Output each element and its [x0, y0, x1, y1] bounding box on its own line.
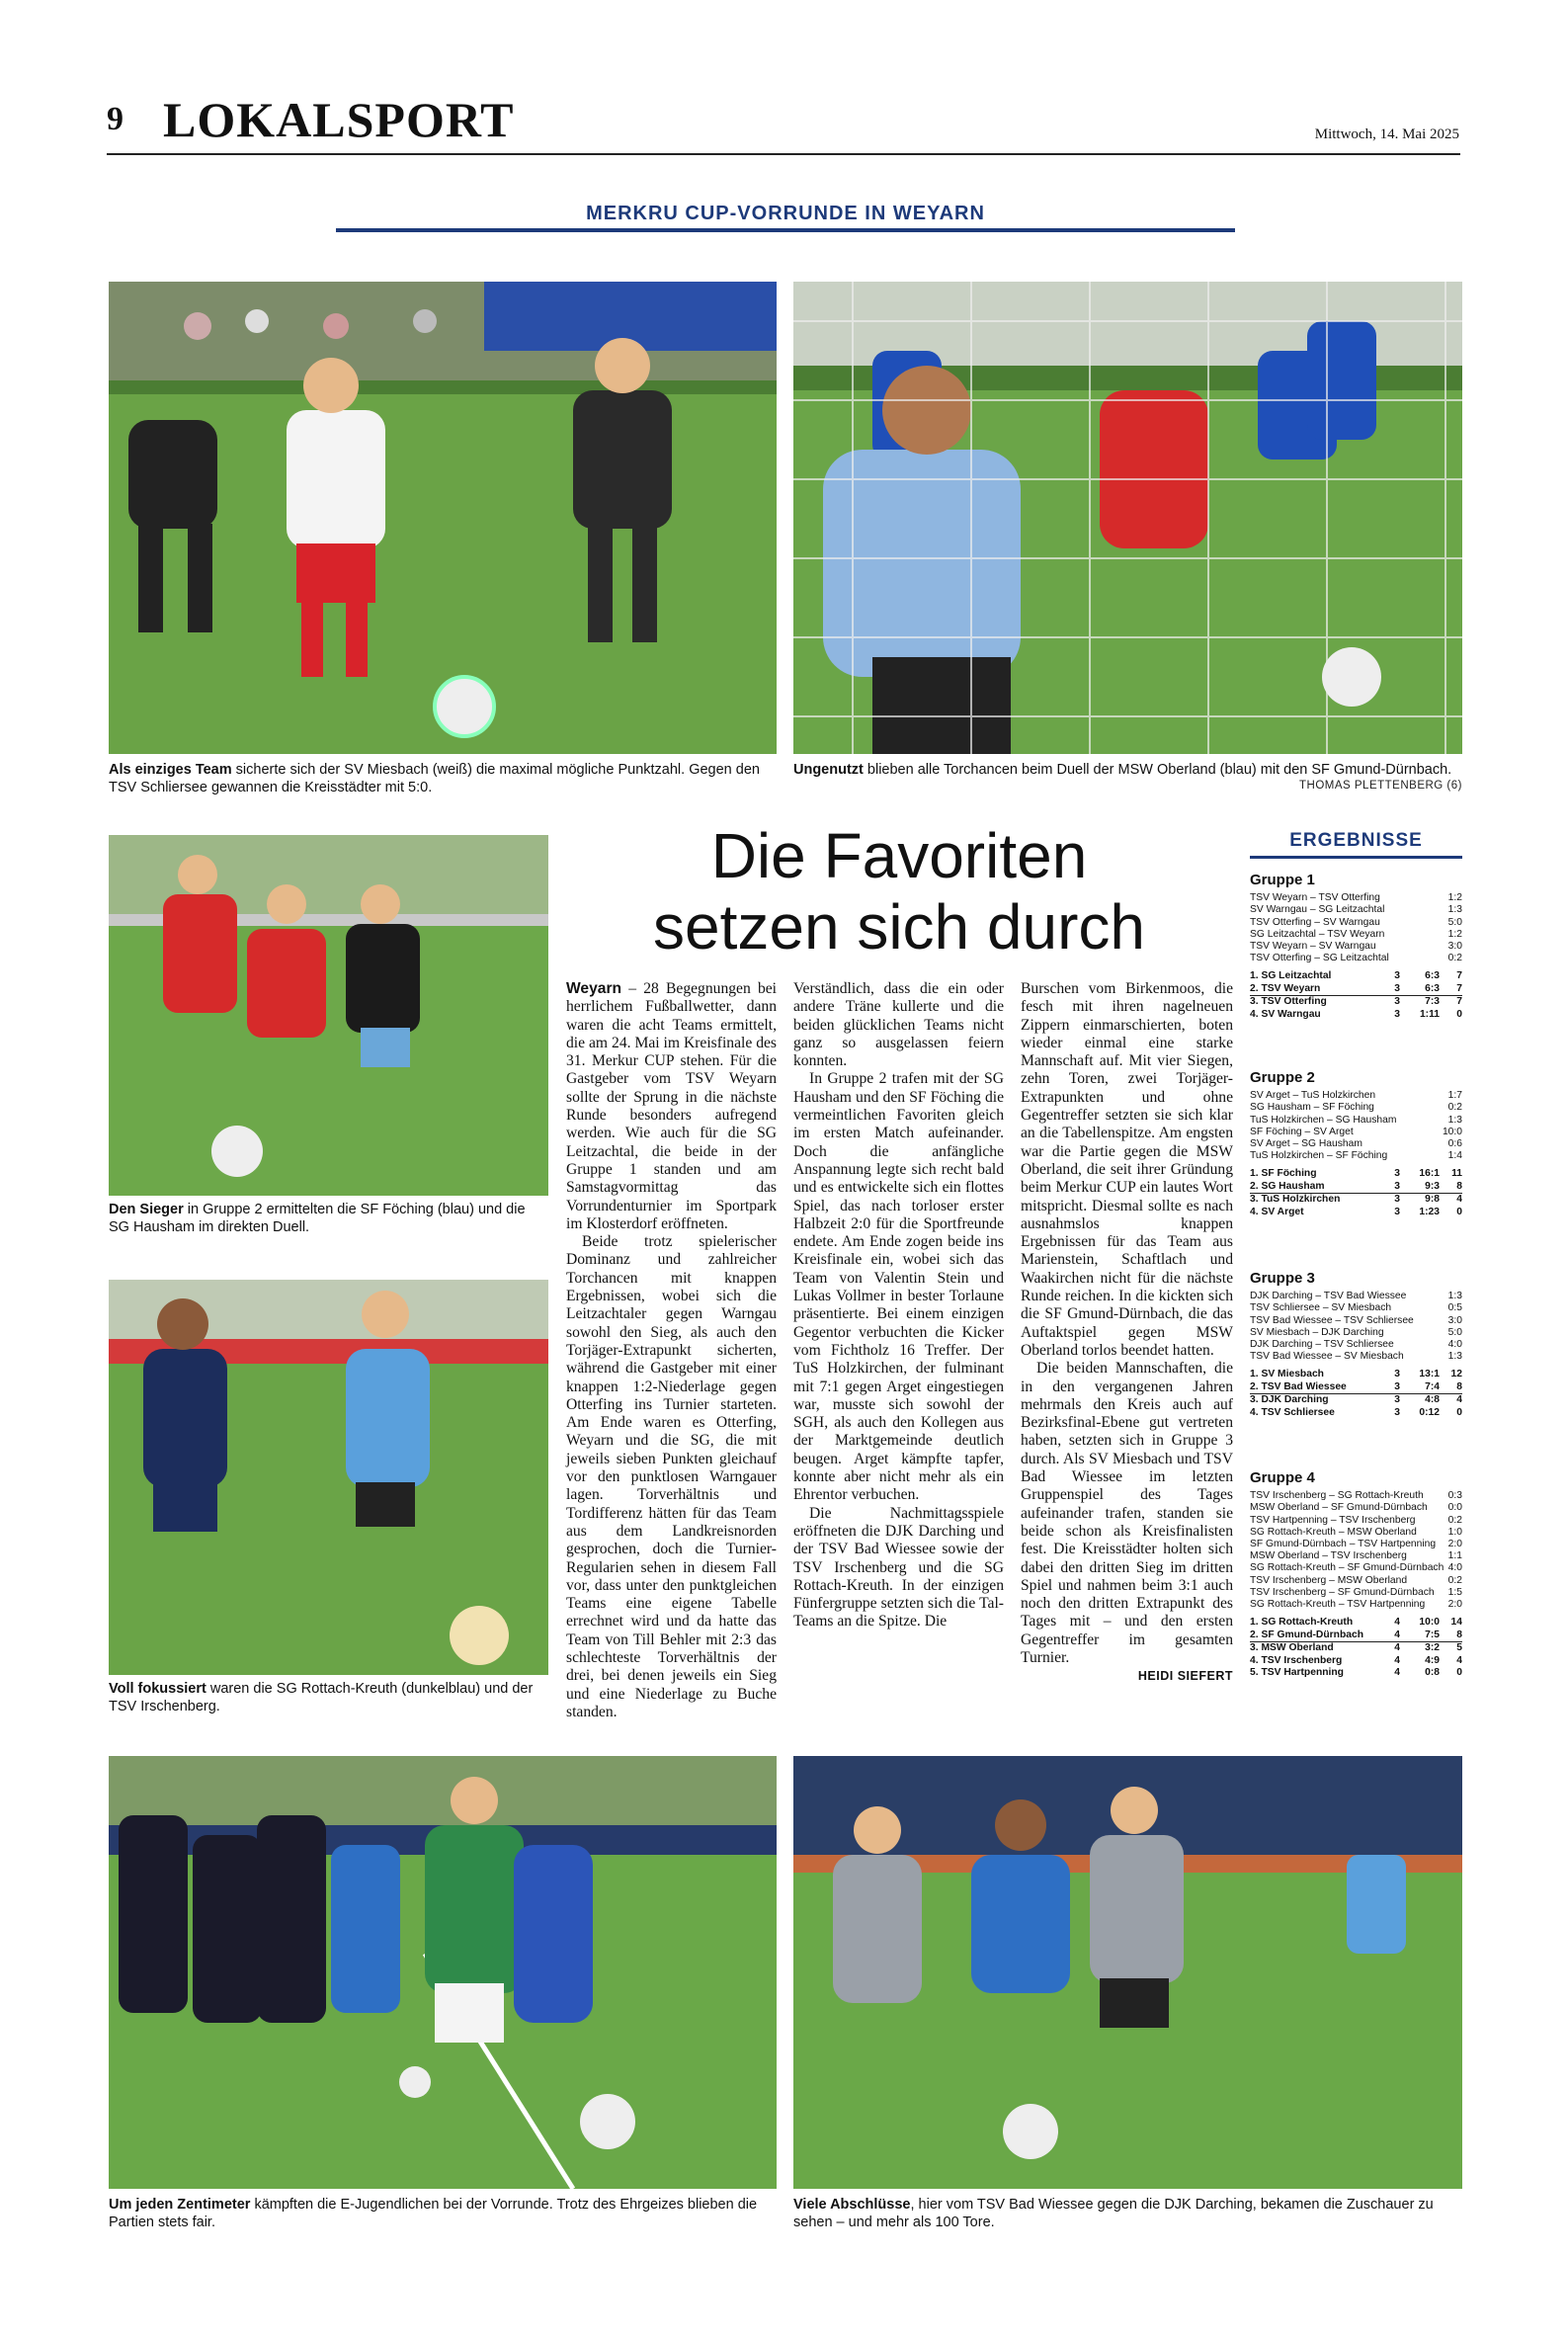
standings-row: 1. SG Rottach-Kreuth 4 10:0 14: [1250, 1617, 1462, 1629]
match-row: MSW Oberland – SF Gmund-Dürnbach 0:0: [1250, 1502, 1462, 1514]
standings-row: 3. TSV Otterfing 3 7:3 7: [1250, 996, 1462, 1008]
match-row: SV Warngau – SG Leitzachtal 1:3: [1250, 904, 1462, 916]
match-row: TSV Schliersee – SV Miesbach 0:5: [1250, 1302, 1462, 1314]
standings-row: 2. SF Gmund-Dürnbach 4 7:5 8: [1250, 1630, 1462, 1643]
results-group-4: [1250, 1469, 1462, 1680]
standings-row: 5. TSV Hartpenning 4 0:8 0: [1250, 1667, 1462, 1679]
standings-table: [1250, 1369, 1462, 1419]
match-row: SV Arget – TuS Holzkirchen 1:7: [1250, 1090, 1462, 1102]
match-row: SG Hausham – SF Föching 0:2: [1250, 1102, 1462, 1114]
match-row: SG Rottach-Kreuth – TSV Hartpenning 2:0: [1250, 1599, 1462, 1611]
match-row: TSV Hartpenning – TSV Irschenberg 0:2: [1250, 1514, 1462, 1526]
results-group-2: [1250, 1069, 1462, 1218]
article-author: HEIDI SIEFERT: [1137, 1669, 1233, 1684]
section-title: LOKALSPORT: [163, 92, 515, 147]
match-row: DJK Darching – TSV Schliersee 4:0: [1250, 1339, 1462, 1351]
match-row: MSW Oberland – TSV Irschenberg 1:1: [1250, 1550, 1462, 1562]
match-row: TSV Irschenberg – MSW Oberland 0:2: [1250, 1574, 1462, 1586]
match-row: SV Miesbach – DJK Darching 5:0: [1250, 1326, 1462, 1338]
photo-bad-wiessee: [793, 1756, 1462, 2189]
group-name: Gruppe 2: [1250, 1069, 1315, 1086]
results-group-3: [1250, 1270, 1462, 1419]
match-row: TSV Otterfing – SV Warngau 5:0: [1250, 916, 1462, 928]
article-column-2: Verständlich, dass die ein oder andere Träne kullerte und die beiden glücklichen Teams nicht ganz so ausgelassen feiern konnten. In Gruppe 2 trafen mit der SG Hausham und den SF Föching die vermeintlichen Favoriten gleich im ersten Match aufeinander. Doch die anfängliche Anspannung legte sich recht bald und es entwickelte sich ein flottes Spiel, das nach torloser erster Halbzeit 2:0 für die Sportfreunde endete. Am Ende zogen beide ins Kreisfinale ein, wobei sich das Team von Valentin Stein und Lukas Vollmer in bester Torlaune präsentierte. Bei einem einzigen Gegentor verbuchten die Kicker vom Fichtholz 16 Treffer. Der TuS Holzkirchen, der fulminant mit 7:1 gegen Arget eingestiegen war, musste sich sowohl der SGH, als auch den Kollegen aus der Marktgemeinde deutlich beugen. Arget kämpfte tapfer, konnte aber nicht mehr als ein Ehrentor verbuchen. Die Nachmittagsspiele eröffneten die DJK Darching und der TSV Bad Wiessee sowie der TSV Irschenberg und die SG Rottach-Kreuth. In der einzigen Fünfergruppe setzten sich die Tal-Teams an die Spitze. Die: [793, 980, 1004, 1630]
standings-row: 3. MSW Oberland 4 3:2 5: [1250, 1642, 1462, 1654]
header-rule: [107, 153, 1460, 155]
photo-e-jugend: [109, 1756, 777, 2189]
kicker-rule: [336, 228, 1235, 232]
kicker: MERKRU CUP-VORRUNDE IN WEYARN: [586, 203, 985, 224]
issue-date: Mittwoch, 14. Mai 2025: [1314, 126, 1459, 142]
match-row: TSV Weyarn – TSV Otterfing 1:2: [1250, 892, 1462, 904]
standings-row: 1. SV Miesbach 3 13:1 12: [1250, 1369, 1462, 1380]
match-row: TSV Bad Wiessee – TSV Schliersee 3:0: [1250, 1314, 1462, 1326]
caption-photo2: Ungenutzt blieben alle Torchancen beim Duell der MSW Oberland (blau) mit den SF Gmund-Dürnbach.: [793, 762, 1452, 778]
caption-photo1: Als einziges Team sicherte sich der SV Miesbach (weiß) die maximal mögliche Punktzahl. Gegen den TSV Schliersee gewannen die Kreisstädter mit 5:0.: [109, 762, 760, 795]
match-row: TuS Holzkirchen – SF Föching 1:4: [1250, 1150, 1462, 1162]
standings-table: [1250, 970, 1462, 1021]
article-column-1: Weyarn – 28 Begegnungen bei herrlichem Fußballwetter, dann waren die acht Teams ermittelt, die am 24. Mai im Kreisfinale des 31. Merkur CUP stehen. Für die Gastgeber vom TSV Weyarn sollte der Sprung in die nächste Runde besonders aufregend werden. Wie auch für die SG Leitzachtal, die beide in der Gruppe 1 standen und am Samstagvormittag das Vorrundenturnier im Sportpark im Klosterdorf eröffneten. Beide trotz spielerischer Dominanz und zahlreicher Torchancen mit knappen Ergebnissen, wobei sich die Leitzachtaler gegen Warngau sowohl den Sieg, als auch den Torjäger-Extrapunkt sicherten, während die Gastgeber mit einer knappen 1:2-Niederlage gegen Otterfing ins Turnier starteten. Am Ende waren es Otterfing, Weyarn und die SG, die mit jeweils sieben Punkten gleichauf vor den punktlosen Warngauer lagen. Torverhältnis und Tordifferenz hätten für das Team aus dem Landkreisnorden gesprochen, doch die Turnier-Regularien sehen in diesem Fall vor, dass unter den punktgleichen Teams eine eigene Tabelle errechnet wird und da hatte das Team von Till Behler mit 2:3 das schlechteste Torverhältnis der drei, bei denen jeweils ein Sieg und eine Niederlage zu Buche standen.: [566, 980, 777, 1720]
group-name: Gruppe 1: [1250, 872, 1315, 888]
headline: Die Favoriten setzen sich durch: [652, 820, 1146, 962]
caption-photo4: Voll fokussiert waren die SG Rottach-Kreuth (dunkelblau) und der TSV Irschenberg.: [109, 1681, 534, 1714]
article-column-3: Burschen vom Birkenmoos, die fesch mit ihren nagelneuen Zippern einmarschierten, boten wieder einmal eine starke Mannschaft auf. Mit vier Siegen, zehn Toren, zwei Torjäger-Extrapunkten und ohne Gegentreffer setzten sie sich klar an die Tabellenspitze. Am engsten war die Partie gegen die MSW Oberland, die seit ihrer Gründung beim Merkur CUP ein lautes Wort mitspricht. Diesmal sollte es nach ausnahmslos knappen Ergebnissen für das Team aus Marienstein, Schaftlach und Waakirchen nicht für die nächste Runde reichen. In die kickten sich die SF Gmund-Dürnbach, die das Auftaktspiel gegen MSW Oberland torlos beendet hatten. Die beiden Mannschaften, die in den vergangenen Jahren mehrmals den Kreis auch auf Bezirksfinal-Ebene gut vertreten haben, setzten sich in Gruppe 3 durch. Als SV Miesbach und TSV Bad Wiessee im letzten Gruppenspiel des Tages aufeinander trafen, standen sie beide schon als Kreisfinalisten fest. Die Kreisstädter holten sich dabei den dritten Sieg im dritten Spiel und nahmen beim 3:1 auch noch den dritten Extrapunkt des Tages mit – und den ersten Gegentreffer im gesamten Turnier. HEIDI SIEFERT: [1021, 980, 1233, 1686]
match-row: TSV Bad Wiessee – SV Miesbach 1:3: [1250, 1351, 1462, 1363]
match-row: SV Arget – SG Hausham 0:6: [1250, 1138, 1462, 1150]
match-row: TSV Irschenberg – SG Rottach-Kreuth 0:3: [1250, 1490, 1462, 1502]
match-row: SG Rottach-Kreuth – MSW Oberland 1:0: [1250, 1526, 1462, 1538]
match-row: DJK Darching – TSV Bad Wiessee 1:3: [1250, 1291, 1462, 1302]
standings-row: 1. SG Leitzachtal 3 6:3 7: [1250, 970, 1462, 982]
caption-photo5: Um jeden Zentimeter kämpften die E-Jugendlichen bei der Vorrunde. Trotz des Ehrgeizes blieben die Partien stets fair.: [109, 2197, 758, 2230]
results-group-1: [1250, 872, 1462, 1021]
page-number: 9: [107, 101, 124, 137]
caption-photo3: Den Sieger in Gruppe 2 ermittelten die SF Föching (blau) und die SG Hausham im direkten Duell.: [109, 1202, 526, 1235]
match-row: SG Rottach-Kreuth – SF Gmund-Dürnbach 4:0: [1250, 1562, 1462, 1574]
photo-foeching: [109, 835, 548, 1196]
photo-rottach-kreuth: [109, 1280, 548, 1675]
match-row: SF Gmund-Dürnbach – TSV Hartpenning 2:0: [1250, 1539, 1462, 1550]
standings-table: [1250, 1617, 1462, 1680]
photo-credit: THOMAS PLETTENBERG (6): [1299, 780, 1462, 792]
standings-row: 4. TSV Irschenberg 4 4:9 4: [1250, 1654, 1462, 1666]
standings-row: 2. SG Hausham 3 9:3 8: [1250, 1181, 1462, 1195]
group-name: Gruppe 4: [1250, 1469, 1315, 1486]
results-title: ERGEBNISSE: [1289, 830, 1423, 851]
standings-row: 3. TuS Holzkirchen 3 9:8 4: [1250, 1194, 1462, 1206]
standings-row: 2. TSV Weyarn 3 6:3 7: [1250, 983, 1462, 997]
match-row: TuS Holzkirchen – SG Hausham 1:3: [1250, 1114, 1462, 1126]
match-row: TSV Irschenberg – SF Gmund-Dürnbach 1:5: [1250, 1586, 1462, 1598]
standings-table: [1250, 1168, 1462, 1218]
group-name: Gruppe 3: [1250, 1270, 1315, 1287]
match-row: TSV Otterfing – SG Leitzachtal 0:2: [1250, 953, 1462, 964]
photo-msw-oberland: [793, 282, 1462, 754]
standings-row: 4. SV Arget 3 1:23 0: [1250, 1206, 1462, 1217]
standings-row: 1. SF Föching 3 16:1 11: [1250, 1168, 1462, 1180]
standings-row: 4. TSV Schliersee 3 0:12 0: [1250, 1406, 1462, 1418]
results-rule: [1250, 856, 1462, 859]
match-row: SF Föching – SV Arget 10:0: [1250, 1126, 1462, 1137]
standings-row: 3. DJK Darching 3 4:8 4: [1250, 1394, 1462, 1406]
caption-photo6: Viele Abschlüsse, hier vom TSV Bad Wiessee gegen die DJK Darching, bekamen die Zuschauer zu sehen – und mehr als 100 Tore.: [793, 2197, 1434, 2230]
match-row: SG Leitzachtal – TSV Weyarn 1:2: [1250, 928, 1462, 940]
match-row: TSV Weyarn – SV Warngau 3:0: [1250, 941, 1462, 953]
standings-row: 4. SV Warngau 3 1:11 0: [1250, 1008, 1462, 1020]
standings-row: 2. TSV Bad Wiessee 3 7:4 8: [1250, 1381, 1462, 1395]
photo-miesbach: [109, 282, 777, 754]
